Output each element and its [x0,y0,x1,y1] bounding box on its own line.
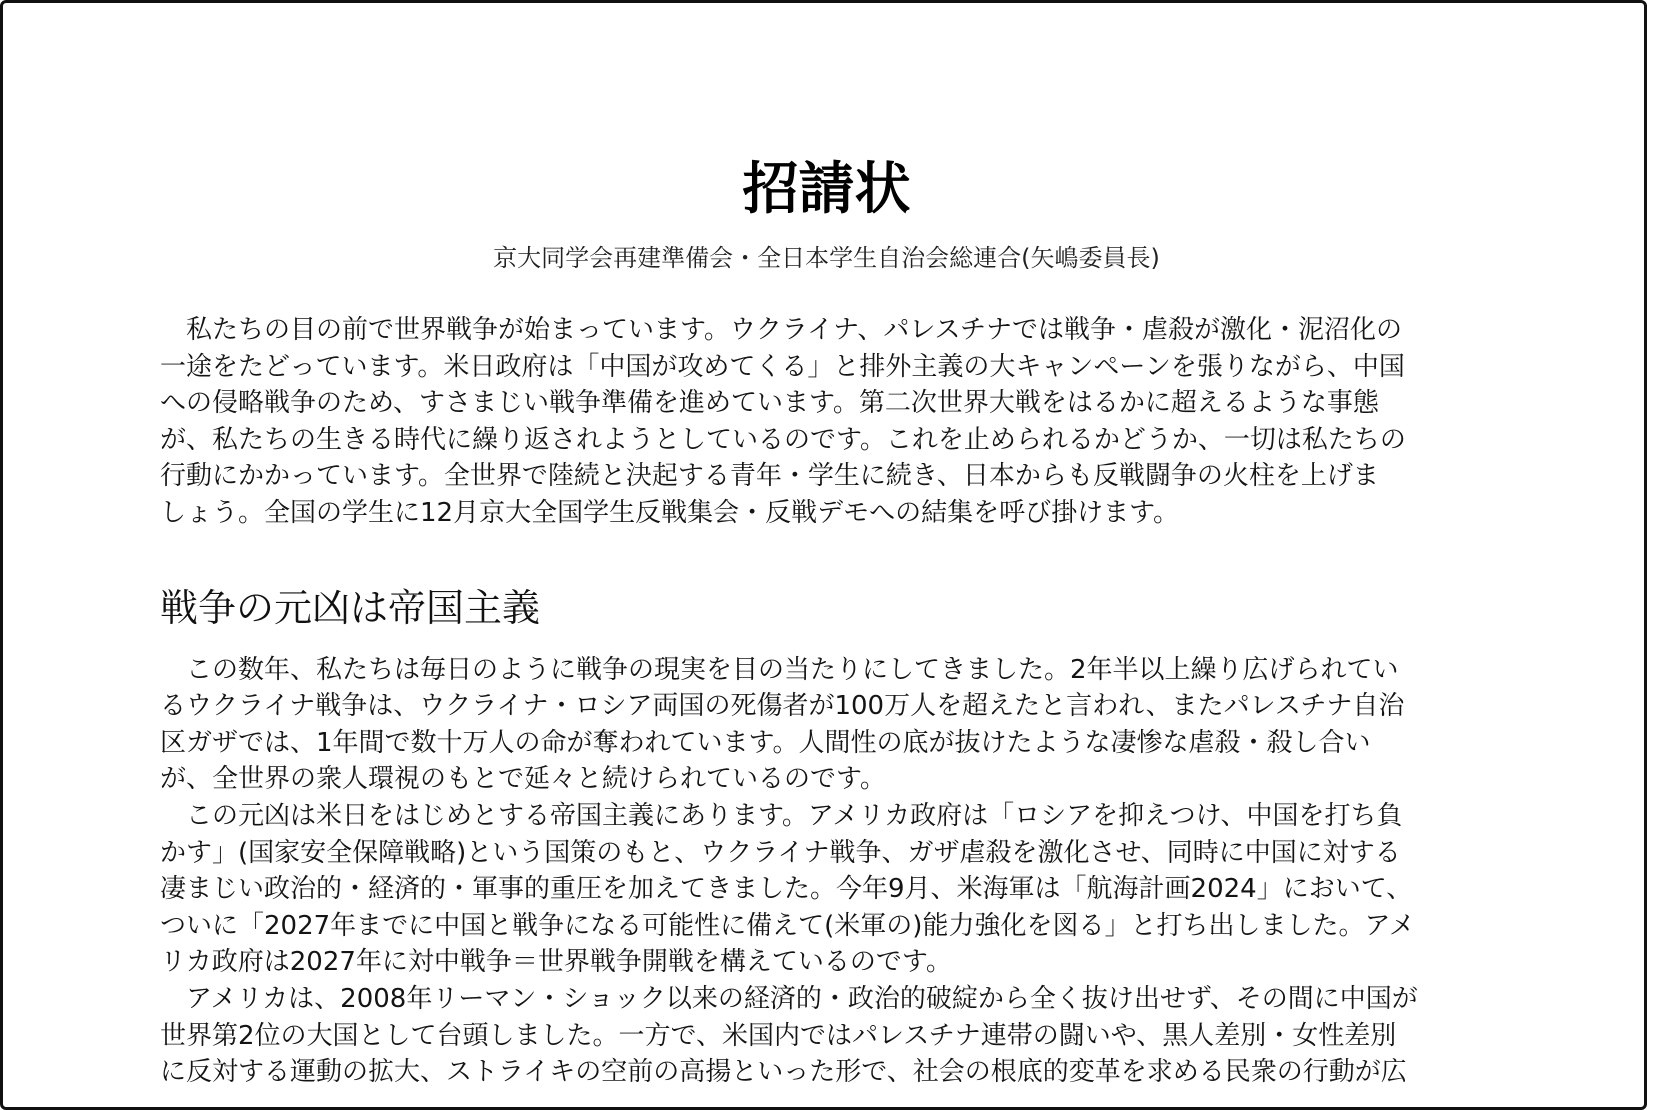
section-heading: 戦争の元凶は帝国主義 [160,585,541,630]
text-line: 世界第2位の大国として台頭しました。一方で、米国内ではパレスチナ連帯の闘いや、黒人差別・女性差別 [160,1020,1397,1051]
section-paragraphs [160,652,1500,1091]
text-line: アメリカは、2008年リーマン・ショック以来の経済的・政治的破綻から全く抜け出せず、その間に中国が [160,983,1418,1014]
text-line: 区ガザでは、1年間で数十万人の命が奪われています。人間性の底が抜けたような凄惨な虐殺・殺し合い [160,727,1371,758]
text-line: への侵略戦争のため、すさまじい戦争準備を進めています。第二次世界大戦をはるかに超えるような事態 [160,388,1379,419]
document-body [160,312,1500,1091]
document-subtitle: 京大同学会再建準備会・全日本学生自治会総連合(矢嶋委員長) [493,244,1160,272]
text-line: るウクライナ戦争は、ウクライナ・ロシア両国の死傷者が100万人を超えたと言われ、またパレスチナ自治 [160,691,1405,722]
text-line: しょう。全国の学生に12月京大全国学生反戦集会・反戦デモへの結集を呼び掛けます。 [160,497,1180,528]
text-line: 凄まじい政治的・経済的・軍事的重圧を加えてきました。今年9月、米海軍は「航海計画2024」において、 [160,874,1413,905]
text-line: 行動にかかっています。全世界で陸続と決起する青年・学生に続き、日本からも反戦闘争の火柱を上げま [160,461,1379,492]
text-line: かす」(国家安全保障戦略)という国策のもと、ウクライナ戦争、ガザ虐殺を激化させ、同時に中国に対する [160,837,1401,868]
text-line: リカ政府は2027年に対中戦争＝世界戦争開戦を構えているのです。 [160,947,952,978]
text-line: が、全世界の衆人環視のもとで延々と続けられているのです。 [160,764,886,795]
text-line: が、私たちの生きる時代に繰り返されようとしているのです。これを止められるかどうか、一切は私たちの [160,424,1406,455]
text-line: に反対する運動の拡大、ストライキの空前の高揚といった形で、社会の根底的変革を求める民衆の行動が広 [160,1057,1407,1088]
text-line: この元凶は米日をはじめとする帝国主義にあります。アメリカ政府は「ロシアを抑えつけ、中国を打ち負 [160,800,1403,831]
intro-paragraph [160,312,1500,532]
text-line: ついに「2027年までに中国と戦争になる可能性に備えて(米軍の)能力強化を図る」と打ち出しました。アメ [160,910,1415,941]
text-line: 一途をたどっています。米日政府は「中国が攻めてくる」と排外主義の大キャンペーンを張りながら、中国 [160,351,1405,382]
text-line: 私たちの目の前で世界戦争が始まっています。ウクライナ、パレスチナでは戦争・虐殺が激化・泥沼化の [160,315,1403,345]
document-title: 招請状 [742,157,911,222]
text-line: この数年、私たちは毎日のように戦争の現実を目の当たりにしてきました。2年半以上繰り広げられてい [160,654,1399,685]
